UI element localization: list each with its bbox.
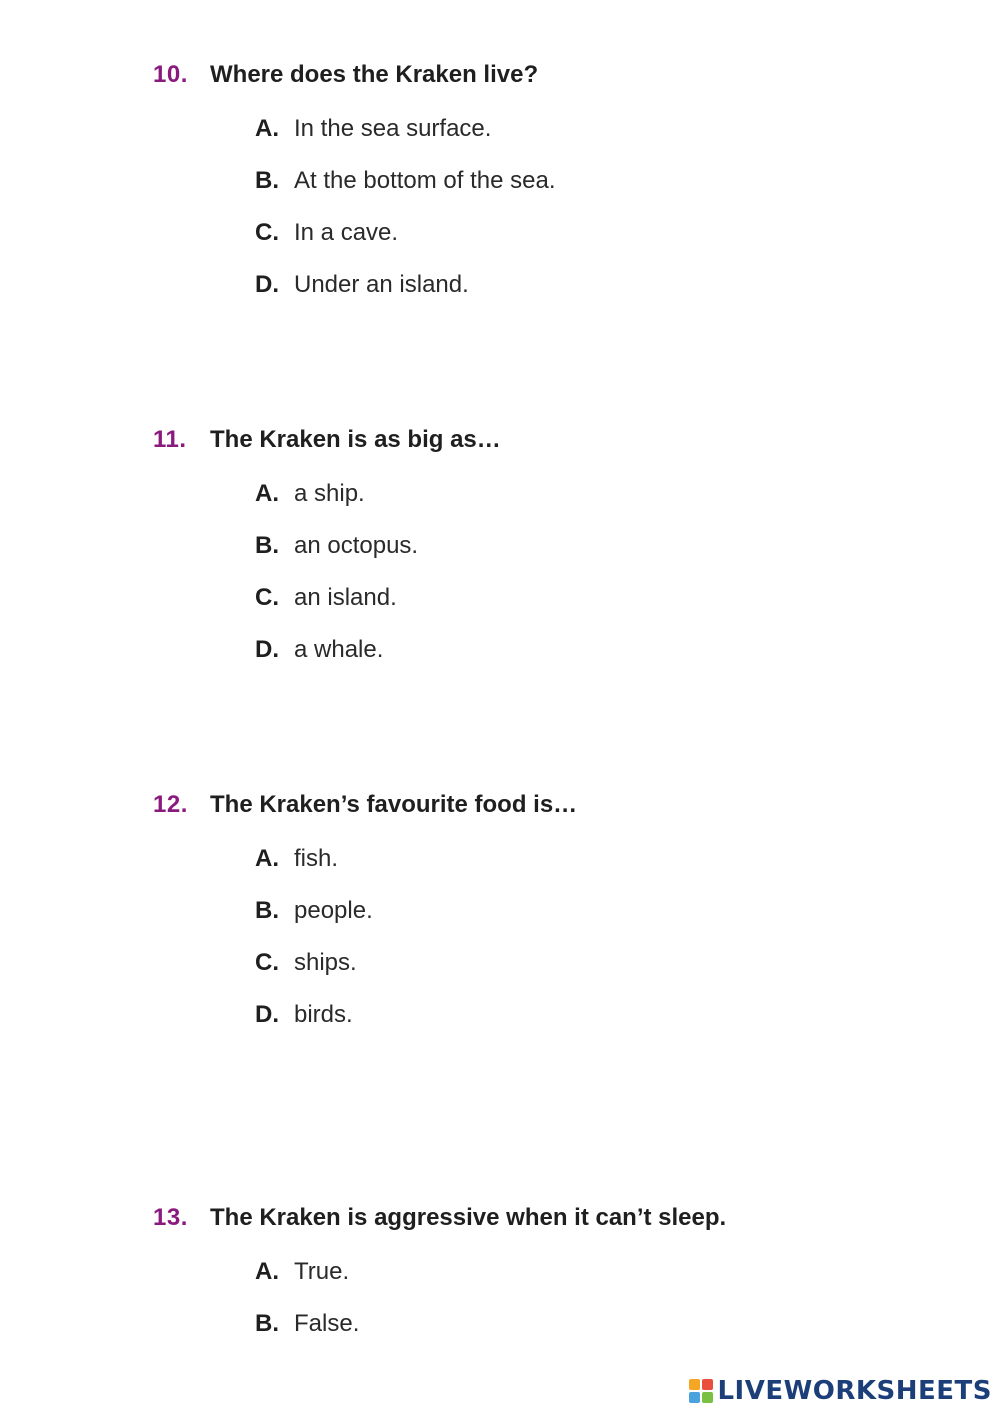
question-number: 10.: [153, 61, 188, 88]
answer-options: [255, 114, 953, 322]
answer-option-d[interactable]: [255, 270, 953, 322]
question-header: [153, 1203, 953, 1233]
answer-option-b[interactable]: [255, 166, 953, 218]
question-11: [153, 425, 953, 687]
option-text: At the bottom of the sea.: [294, 167, 556, 194]
answer-option-c[interactable]: [255, 948, 953, 1000]
answer-options: [255, 479, 953, 687]
question-text: The Kraken is as big as…: [210, 426, 501, 453]
option-text: an island.: [294, 584, 397, 611]
answer-options: [255, 844, 953, 1052]
question-text: The Kraken’s favourite food is…: [210, 791, 578, 818]
answer-option-c[interactable]: [255, 583, 953, 635]
question-10: [153, 60, 953, 322]
option-text: people.: [294, 897, 373, 924]
question-12: [153, 790, 953, 1052]
option-text: fish.: [294, 845, 339, 872]
question-13: [153, 1203, 953, 1361]
option-letter: B.: [255, 167, 279, 194]
question-number: 13.: [153, 1204, 188, 1231]
option-letter: B.: [255, 532, 279, 559]
option-text: In a cave.: [294, 219, 399, 246]
question-number: 11.: [153, 426, 187, 453]
option-letter: C.: [255, 584, 279, 611]
answer-option-b[interactable]: [255, 1309, 953, 1361]
answer-options: [255, 1257, 953, 1361]
brand-name: LIVEWORKSHEETS: [717, 1376, 992, 1406]
answer-option-a[interactable]: [255, 479, 953, 531]
option-letter: A.: [255, 1258, 279, 1285]
option-letter: C.: [255, 219, 279, 246]
question-text: The Kraken is aggressive when it can’t sleep.: [210, 1204, 727, 1231]
option-text: ships.: [294, 949, 357, 976]
option-letter: B.: [255, 897, 279, 924]
option-text: Under an island.: [294, 271, 469, 298]
answer-option-d[interactable]: [255, 635, 953, 687]
question-header: [153, 425, 953, 455]
question-header: [153, 60, 953, 90]
answer-option-d[interactable]: [255, 1000, 953, 1052]
answer-option-a[interactable]: [255, 1257, 953, 1309]
option-text: False.: [294, 1310, 360, 1337]
question-text: Where does the Kraken live?: [210, 61, 539, 88]
option-text: a whale.: [294, 636, 384, 663]
option-text: birds.: [294, 1001, 353, 1028]
answer-option-a[interactable]: [255, 844, 953, 896]
question-number: 12.: [153, 791, 188, 818]
option-text: an octopus.: [294, 532, 419, 559]
option-letter: A.: [255, 845, 279, 872]
option-letter: D.: [255, 1001, 279, 1028]
liveworksheets-brand[interactable]: [689, 1376, 992, 1406]
answer-option-b[interactable]: [255, 531, 953, 583]
option-letter: B.: [255, 1310, 279, 1337]
option-letter: D.: [255, 271, 279, 298]
option-text: True.: [294, 1258, 350, 1285]
option-letter: A.: [255, 115, 279, 142]
option-letter: D.: [255, 636, 279, 663]
question-header: [153, 790, 953, 820]
answer-option-b[interactable]: [255, 896, 953, 948]
answer-option-a[interactable]: [255, 114, 953, 166]
option-letter: C.: [255, 949, 279, 976]
liveworksheets-logo-icon: [689, 1379, 713, 1403]
option-text: a ship.: [294, 480, 365, 507]
option-letter: A.: [255, 480, 279, 507]
option-text: In the sea surface.: [294, 115, 492, 142]
answer-option-c[interactable]: [255, 218, 953, 270]
